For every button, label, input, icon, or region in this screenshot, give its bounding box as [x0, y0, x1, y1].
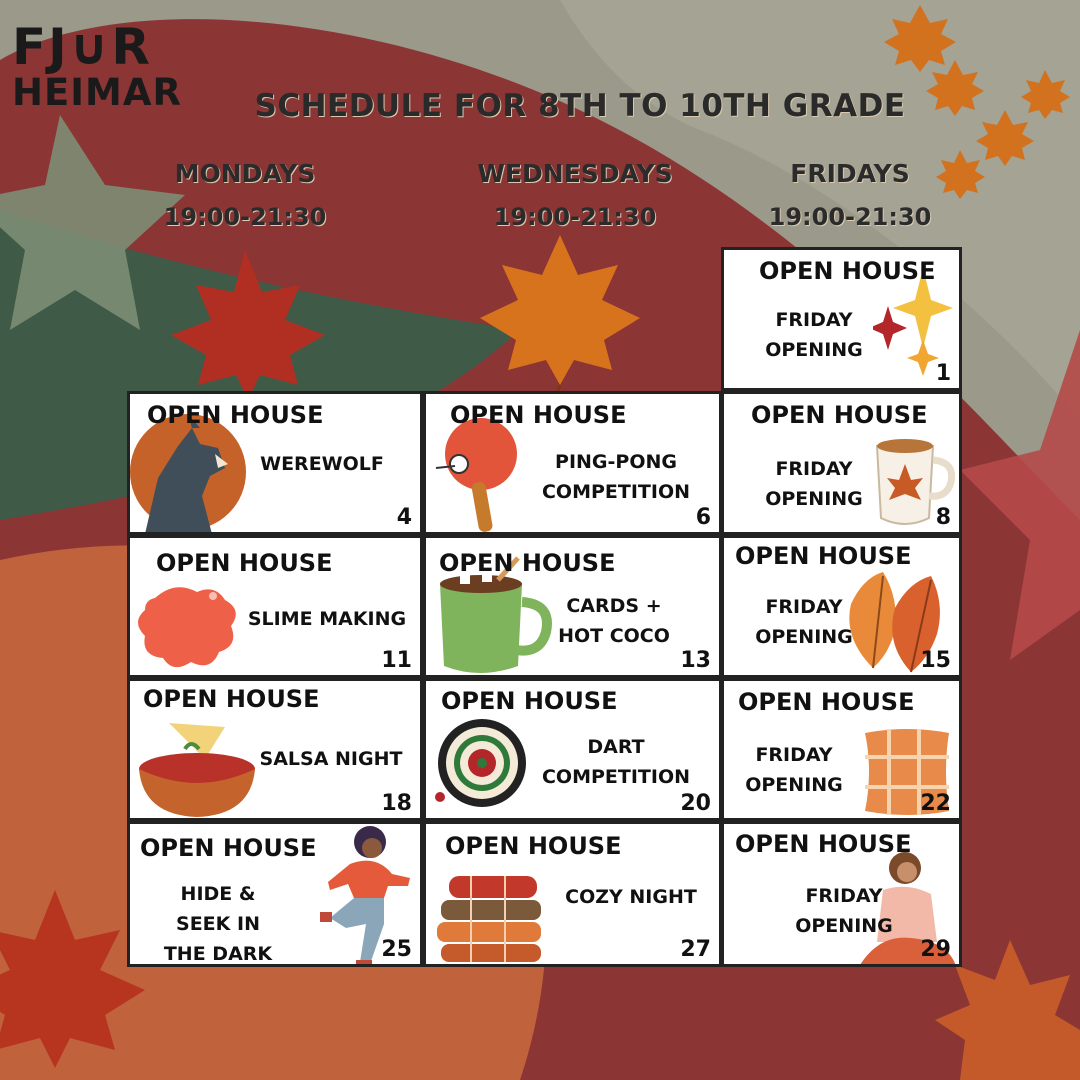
ping-pong-paddle-icon: [431, 416, 521, 534]
day-time: 19:00-21:30: [163, 202, 327, 231]
event-heading: OPEN HOUSE: [450, 401, 627, 429]
event-date: 1: [935, 361, 951, 386]
event-activity: FRIDAY OPENING: [765, 309, 863, 361]
event-heading: OPEN HOUSE: [735, 542, 912, 570]
event-heading: OPEN HOUSE: [751, 401, 928, 429]
event-date: 4: [396, 505, 412, 530]
event-date: 8: [935, 505, 951, 530]
event-activity: DART COMPETITION: [541, 736, 691, 788]
event-card-22[interactable]: [721, 678, 962, 821]
event-activity: FRIDAY OPENING: [745, 744, 843, 796]
event-card-8[interactable]: [721, 391, 962, 535]
event-card-11[interactable]: [127, 535, 423, 678]
slime-splat-icon: [135, 578, 243, 676]
event-heading: OPEN HOUSE: [735, 830, 912, 858]
event-heading: OPEN HOUSE: [759, 257, 936, 285]
event-date: 27: [680, 937, 711, 962]
event-date: 25: [381, 937, 412, 962]
day-header-wednesday: [450, 152, 700, 238]
day-name: FRIDAYS: [790, 159, 910, 188]
event-date: 22: [920, 791, 951, 816]
event-card-6[interactable]: [423, 391, 722, 535]
folded-blankets-icon: [431, 870, 555, 966]
event-card-13[interactable]: [423, 535, 722, 678]
event-activity: FRIDAY OPENING: [765, 458, 863, 510]
event-heading: OPEN HOUSE: [147, 401, 324, 429]
event-card-18[interactable]: [127, 678, 423, 821]
event-card-15[interactable]: [721, 535, 962, 678]
day-header-monday: [140, 152, 350, 238]
event-date: 13: [680, 648, 711, 673]
event-activity: PING-PONG COMPETITION: [541, 451, 691, 503]
day-time: 19:00-21:30: [493, 202, 657, 231]
event-heading: OPEN HOUSE: [156, 549, 333, 577]
event-date: 20: [680, 791, 711, 816]
salsa-bowl-icon: [135, 719, 259, 821]
event-activity: HIDE & SEEK IN THE DARK: [163, 883, 273, 965]
day-name: WEDNESDAYS: [477, 159, 673, 188]
day-time: 19:00-21:30: [768, 202, 932, 231]
event-heading: OPEN HOUSE: [445, 832, 622, 860]
event-activity: CARDS + HOT COCO: [558, 595, 670, 647]
event-heading: OPEN HOUSE: [140, 834, 317, 862]
event-activity: FRIDAY OPENING: [755, 596, 853, 648]
event-heading: OPEN HOUSE: [439, 549, 616, 577]
event-card-29[interactable]: [721, 821, 962, 967]
event-activity: SLIME MAKING: [247, 608, 407, 630]
event-card-27[interactable]: [423, 821, 722, 967]
event-date: 11: [381, 648, 412, 673]
event-date: 15: [920, 648, 951, 673]
event-heading: OPEN HOUSE: [441, 687, 618, 715]
event-card-25[interactable]: [127, 821, 423, 967]
event-heading: OPEN HOUSE: [143, 685, 320, 713]
logo-line-2: HEIMAR: [12, 71, 182, 114]
event-activity: FRIDAY OPENING: [795, 885, 893, 937]
day-name: MONDAYS: [174, 159, 316, 188]
event-card-20[interactable]: [423, 678, 722, 821]
page-title: SCHEDULE FOR 8TH TO 10TH GRADE: [254, 88, 906, 124]
event-heading: OPEN HOUSE: [738, 688, 915, 716]
day-header-friday: [745, 152, 955, 238]
event-date: 18: [381, 791, 412, 816]
event-activity: SALSA NIGHT: [259, 748, 403, 770]
event-activity: COZY NIGHT: [565, 886, 697, 908]
dartboard-icon: [434, 715, 526, 811]
logo-line-1: FJ∪R: [12, 18, 152, 76]
event-activity: WEREWOLF: [260, 453, 384, 475]
event-date: 29: [920, 937, 951, 962]
event-card-1[interactable]: [721, 247, 962, 391]
event-card-4[interactable]: [127, 391, 423, 535]
event-date: 6: [695, 505, 711, 530]
